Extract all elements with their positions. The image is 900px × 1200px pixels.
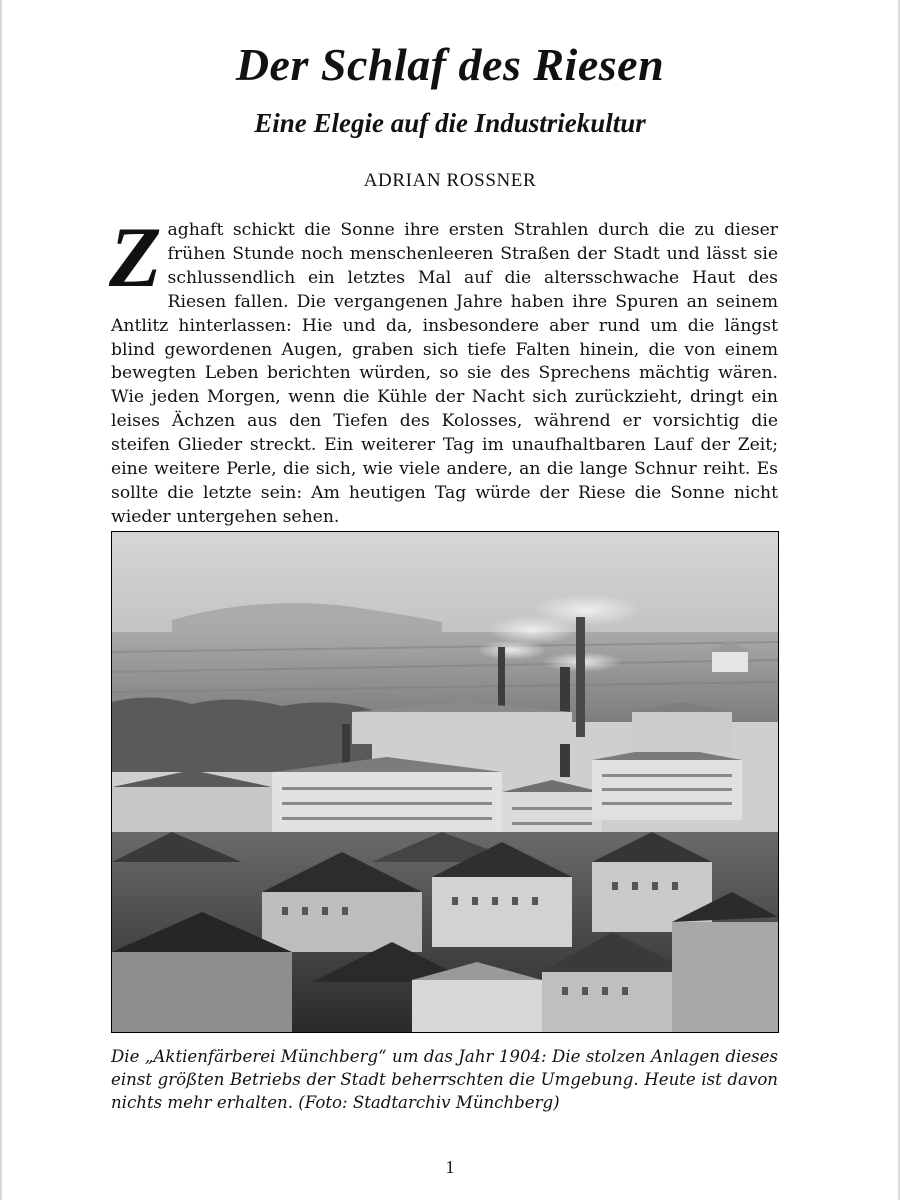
photo-caption: Die „Aktienfärberei Münchberg“ um das Jahr 1904: Die stolzen Anlagen dieses einst größten Betriebs der Stadt beherrschten die Umgebung. Heute ist davon nichts mehr erhalten. (Foto: Stadtarchiv Münchberg) [111, 1047, 778, 1112]
article-title: Der Schlaf des Riesen [235, 39, 665, 90]
page-number: 1 [445, 1157, 455, 1177]
drop-cap: Z [109, 209, 162, 305]
article-subtitle: Eine Elegie auf die Industriekultur [254, 108, 646, 138]
article-body-text: aghaft schickt die Sonne ihre ersten Strahlen durch die zu dieser frühen Stunde noch menschenleeren Straßen der Stadt und lässt sie schlussendlich ein letztes Mal auf die altersschwache Haut des Riesen fallen. Die vergangenen Jahre haben ihre Spuren an seinem Antlitz hinterlassen: Hie und da, insbesondere aber rund um die längst blind gewordenen Augen, graben sich tiefe Falten hinein, die von einem bewegten Leben berichten würden, so sie des Sprechens mächtig wären. Wie jeden Morgen, wenn die Kühle der Nacht sich zurückzieht, dringt ein leises Ächzen aus den Tiefen des Kolosses, während er vorsichtig die steifen Glieder streckt. Ein weiterer Tag im unaufhaltbaren Lauf der Zeit; eine weitere Perle, die sich, wie viele andere, an die lange Schnur reiht. Es sollte die letzte sein: Am heutigen Tag würde der Riese die Sonne nicht wieder untergehen sehen. [111, 220, 778, 527]
article-body [109, 209, 778, 530]
historic-factory-photo [111, 531, 779, 1033]
author-name: ADRIAN ROSSNER [363, 170, 537, 191]
factory-photo-illustration [112, 532, 778, 1032]
